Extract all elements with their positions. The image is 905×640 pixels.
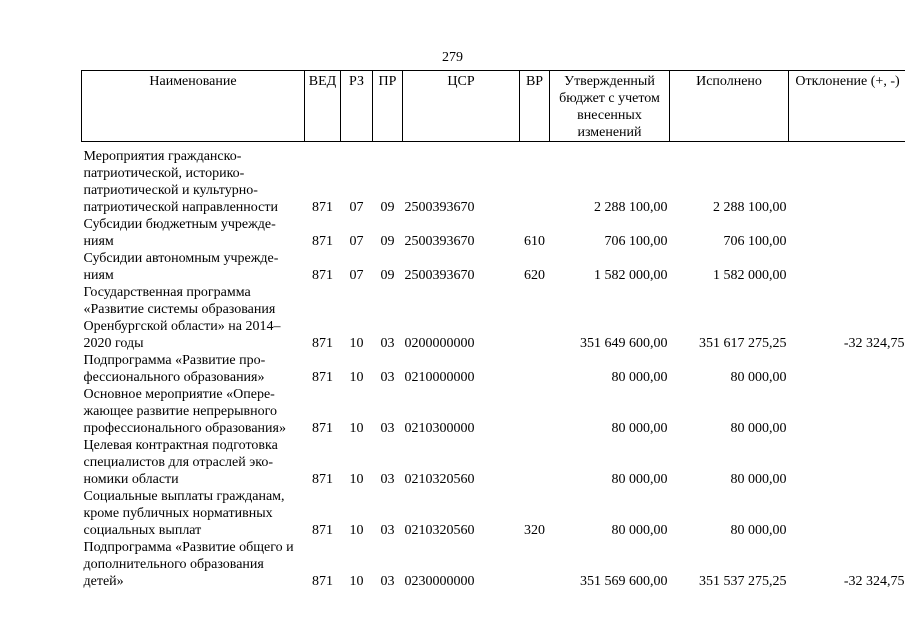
row-rz: 10 — [349, 574, 364, 589]
row-ved: 871 — [312, 336, 333, 351]
row-ved: 871 — [312, 523, 333, 538]
row-name: Подпрограмма «Развитие про-фессионального образования» — [83, 353, 266, 385]
header-name: Наименование — [82, 71, 305, 142]
row-rz: 07 — [349, 268, 364, 283]
row-name: Подпрограмма «Развитие общего и дополнительного образования детей» — [83, 540, 294, 589]
row-deviation — [789, 386, 905, 437]
row-ved: 871 — [312, 268, 333, 283]
table-row — [82, 539, 905, 590]
header-pr: ПР — [373, 71, 403, 142]
header-rz: РЗ — [341, 71, 373, 142]
row-name: Социальные выплаты гражданам, кроме публичных нормативных социальных выплат — [83, 489, 285, 538]
row-deviation: -32 324,75 — [843, 574, 905, 589]
row-pr: 09 — [380, 234, 395, 249]
row-deviation — [789, 352, 905, 386]
row-name: Субсидии автономным учрежде-ниям — [83, 251, 279, 283]
row-budget: 80 000,00 — [611, 421, 668, 436]
row-pr: 03 — [380, 574, 395, 589]
row-csr: 0200000000 — [404, 336, 475, 351]
table-row — [82, 142, 905, 217]
table-row — [82, 386, 905, 437]
row-rz: 10 — [349, 472, 364, 487]
row-vr — [520, 386, 550, 437]
header-vr: ВР — [520, 71, 550, 142]
table-row — [82, 216, 905, 250]
row-executed: 80 000,00 — [730, 370, 787, 385]
row-pr: 03 — [380, 370, 395, 385]
table-row — [82, 284, 905, 352]
header-deviation: Отклонение (+, -) — [789, 71, 905, 142]
row-csr: 2500393670 — [404, 234, 475, 249]
row-name: Субсидии бюджетным учрежде-ниям — [83, 217, 276, 249]
header-ved: ВЕД — [305, 71, 341, 142]
row-vr — [520, 142, 550, 217]
row-csr: 2500393670 — [404, 268, 475, 283]
row-ved: 871 — [312, 200, 333, 215]
row-ved: 871 — [312, 574, 333, 589]
row-executed: 706 100,00 — [723, 234, 787, 249]
row-deviation — [789, 216, 905, 250]
row-rz: 07 — [349, 200, 364, 215]
row-pr: 03 — [380, 523, 395, 538]
row-ved: 871 — [312, 472, 333, 487]
row-ved: 871 — [312, 234, 333, 249]
row-budget: 706 100,00 — [604, 234, 668, 249]
page-number: 279 — [442, 50, 463, 65]
row-budget: 2 288 100,00 — [594, 200, 668, 215]
row-csr: 0210320560 — [404, 523, 475, 538]
budget-execution-table — [81, 70, 905, 590]
row-name: Основное мероприятие «Опере-жающее развитие непрерывного профессионального образования» — [83, 387, 286, 436]
row-budget: 80 000,00 — [611, 523, 668, 538]
row-csr: 0210320560 — [404, 472, 475, 487]
table-row — [82, 352, 905, 386]
table-row — [82, 250, 905, 284]
header-executed: Исполнено — [670, 71, 789, 142]
row-vr: 610 — [524, 234, 545, 249]
row-executed: 351 617 275,25 — [699, 336, 787, 351]
row-csr: 2500393670 — [404, 200, 475, 215]
row-executed: 80 000,00 — [730, 523, 787, 538]
row-pr: 03 — [380, 421, 395, 436]
row-deviation — [789, 488, 905, 539]
row-name: Государственная программа «Развитие системы образования Оренбургской области» на 2014–2020 годы — [83, 285, 281, 351]
row-executed: 351 537 275,25 — [699, 574, 787, 589]
row-pr: 09 — [380, 200, 395, 215]
row-deviation — [789, 437, 905, 488]
row-executed: 2 288 100,00 — [713, 200, 787, 215]
row-pr: 09 — [380, 268, 395, 283]
row-executed: 80 000,00 — [730, 421, 787, 436]
table-row — [82, 437, 905, 488]
header-csr: ЦСР — [403, 71, 520, 142]
row-ved: 871 — [312, 421, 333, 436]
row-budget: 80 000,00 — [611, 370, 668, 385]
row-name: Мероприятия гражданско-патриотической, историко-патриотической и культурно-патриотической направленности — [83, 149, 278, 215]
row-vr — [520, 539, 550, 590]
row-csr: 0230000000 — [404, 574, 475, 589]
row-rz: 10 — [349, 370, 364, 385]
row-csr: 0210000000 — [404, 370, 475, 385]
row-pr: 03 — [380, 472, 395, 487]
row-deviation — [789, 142, 905, 217]
row-vr: 620 — [524, 268, 545, 283]
row-vr: 320 — [524, 523, 545, 538]
row-budget: 351 569 600,00 — [580, 574, 668, 589]
row-deviation — [789, 250, 905, 284]
row-pr: 03 — [380, 336, 395, 351]
row-csr: 0210300000 — [404, 421, 475, 436]
row-name: Целевая контрактная подготовка специалистов для отраслей эко-номики области — [83, 438, 278, 487]
row-rz: 10 — [349, 523, 364, 538]
table-header-row — [82, 71, 905, 142]
row-budget: 351 649 600,00 — [580, 336, 668, 351]
row-vr — [520, 284, 550, 352]
row-rz: 10 — [349, 336, 364, 351]
row-rz: 10 — [349, 421, 364, 436]
header-budget: Утвержденный бюджет с учетом внесенных изменений — [550, 71, 670, 142]
row-executed: 1 582 000,00 — [713, 268, 787, 283]
row-rz: 07 — [349, 234, 364, 249]
row-ved: 871 — [312, 370, 333, 385]
row-budget: 1 582 000,00 — [594, 268, 668, 283]
row-vr — [520, 437, 550, 488]
row-budget: 80 000,00 — [611, 472, 668, 487]
table-row — [82, 488, 905, 539]
row-deviation: -32 324,75 — [843, 336, 905, 351]
row-executed: 80 000,00 — [730, 472, 787, 487]
row-vr — [520, 352, 550, 386]
